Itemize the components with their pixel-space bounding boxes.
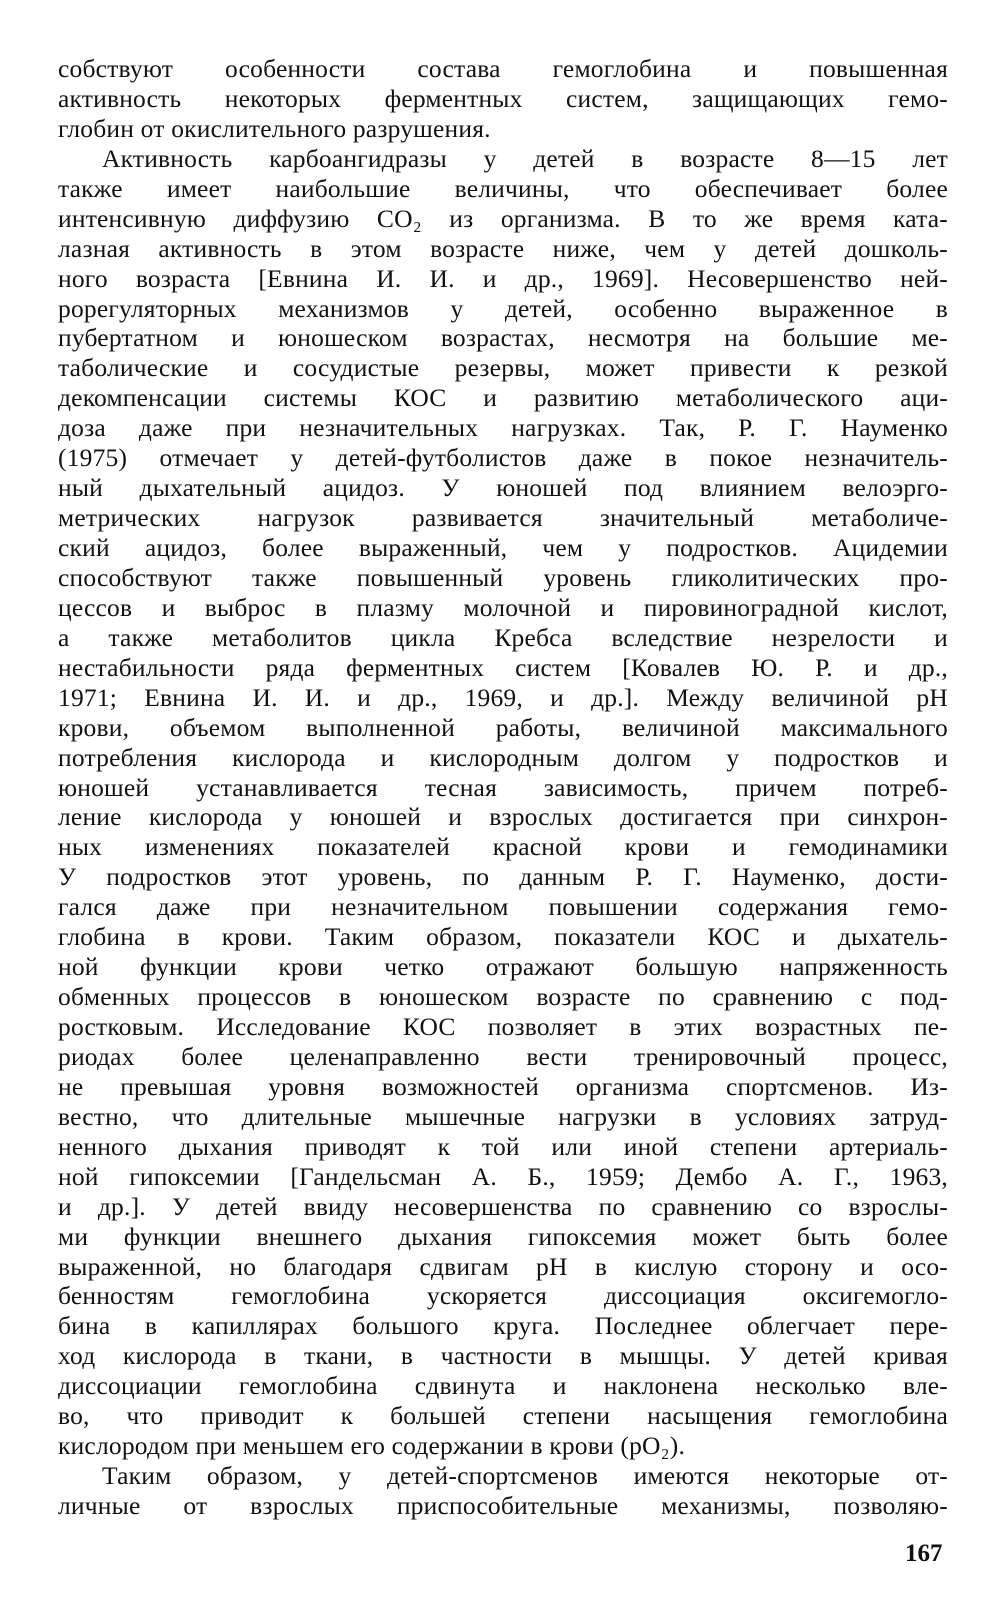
- text-line: кислородом при меньшем его содержании в крови (pO₂).: [58, 1431, 686, 1461]
- text-line: бина в капиллярах большого круга. Последнее облегчает пере-: [58, 1311, 948, 1341]
- text-line: бенностям гемоглобина ускоряется диссоциация оксигемогло-: [58, 1281, 948, 1311]
- text-line: выраженной, но благодаря сдвигам pH в кислую сторону и осо-: [58, 1251, 948, 1281]
- text-line: риодах более целенаправленно вести тренировочный процесс,: [58, 1041, 948, 1071]
- text-line: глобина в крови. Таким образом, показатели КОС и дыхатель-: [58, 922, 948, 952]
- text-line: У подростков этот уровень, по данным Р. Г. Науменко, дости-: [58, 862, 948, 892]
- text-line: рорегуляторных механизмов у детей, особенно выраженное в: [58, 293, 948, 323]
- body-text: [58, 54, 948, 1521]
- text-line: интенсивную диффузию CO₂ из организма. В то же время ката-: [58, 203, 948, 233]
- text-line: потребления кислорода и кислородным долгом у подростков и: [58, 742, 948, 772]
- text-line: ный дыхательный ацидоз. У юношей под влиянием велоэрго-: [58, 473, 948, 503]
- text-line: обменных процессов в юношеском возрасте по сравнению с под-: [58, 982, 948, 1012]
- text-line: (1975) отмечает у детей-футболистов даже в покое незначитель-: [58, 443, 948, 473]
- text-line: метрических нагрузок развивается значительный метаболиче-: [58, 503, 948, 533]
- text-line: ных изменениях показателей красной крови и гемодинамики: [58, 832, 948, 862]
- text-line: ростковым. Исследование КОС позволяет в этих возрастных пе-: [58, 1012, 948, 1041]
- text-line: ход кислорода в ткани, в частности в мышцы. У детей кривая: [58, 1341, 948, 1371]
- text-line: ление кислорода у юношей и взрослых достигается при синхрон-: [58, 802, 948, 832]
- text-line: Активность карбоангидразы у детей в возрасте 8—15 лет: [102, 143, 948, 173]
- text-line: 1971; Евнина И. И. и др., 1969, и др.]. Между величиной pH: [58, 682, 948, 712]
- text-line: Таким образом, у детей-спортсменов имеются некоторые от-: [102, 1461, 948, 1491]
- text-line: глобин от окислительного разрушения.: [58, 113, 491, 143]
- text-line: пубертатном и юношеском возрастах, несмотря на большие ме-: [58, 323, 948, 353]
- text-line: ненного дыхания приводят к той или иной степени артериаль-: [58, 1131, 948, 1161]
- text-line: ский ацидоз, более выраженный, чем у подростков. Ацидемии: [58, 533, 948, 562]
- text-line: ного возраста [Евнина И. И. и др., 1969]. Несовершенство ней-: [58, 263, 948, 293]
- text-line: ной гипоксемии [Гандельсман А. Б., 1959; Дембо А. Г., 1963,: [58, 1161, 948, 1191]
- text-line: доза даже при незначительных нагрузках. Так, Р. Г. Науменко: [58, 413, 948, 443]
- text-line: крови, объемом выполненной работы, величиной максимального: [58, 712, 948, 742]
- text-line: диссоциации гемоглобина сдвинута и наклонена несколько вле-: [58, 1371, 948, 1401]
- text-line: не превышая уровня возможностей организма спортсменов. Из-: [58, 1071, 948, 1101]
- text-line: ной функции крови четко отражают большую напряженность: [58, 952, 948, 982]
- text-line: таболические и сосудистые резервы, может привести к резкой: [58, 353, 948, 383]
- text-line: гался даже при незначительном повышении содержания гемо-: [58, 892, 948, 922]
- text-line: декомпенсации системы КОС и развитию метаболического аци-: [58, 383, 948, 413]
- text-line: вестно, что длительные мышечные нагрузки в условиях затруд-: [58, 1101, 948, 1131]
- text-line: ми функции внешнего дыхания гипоксемия может быть более: [58, 1221, 948, 1251]
- text-line: а также метаболитов цикла Кребса вследствие незрелости и: [58, 622, 948, 652]
- text-line: цессов и выброс в плазму молочной и пировиноградной кислот,: [58, 592, 948, 622]
- text-line: лазная активность в этом возрасте ниже, чем у детей дошколь-: [58, 233, 948, 263]
- text-line: способствуют также повышенный уровень гликолитических про-: [58, 562, 948, 592]
- text-line: также имеет наибольшие величины, что обеспечивает более: [58, 173, 948, 203]
- text-line: и др.]. У детей ввиду несовершенства по сравнению со взрослы-: [58, 1191, 948, 1221]
- text-line: активность некоторых ферментных систем, защищающих гемо-: [58, 83, 948, 113]
- text-line: нестабильности ряда ферментных систем [Ковалев Ю. Р. и др.,: [58, 652, 948, 682]
- text-line: личные от взрослых приспособительные механизмы, позволяю-: [58, 1491, 948, 1520]
- page-number: 167: [905, 1540, 943, 1567]
- text-line: собствуют особенности состава гемоглобина и повышенная: [58, 54, 948, 83]
- text-line: во, что приводит к большей степени насыщения гемоглобина: [58, 1401, 948, 1431]
- text-line: юношей устанавливается тесная зависимость, причем потреб-: [58, 772, 948, 802]
